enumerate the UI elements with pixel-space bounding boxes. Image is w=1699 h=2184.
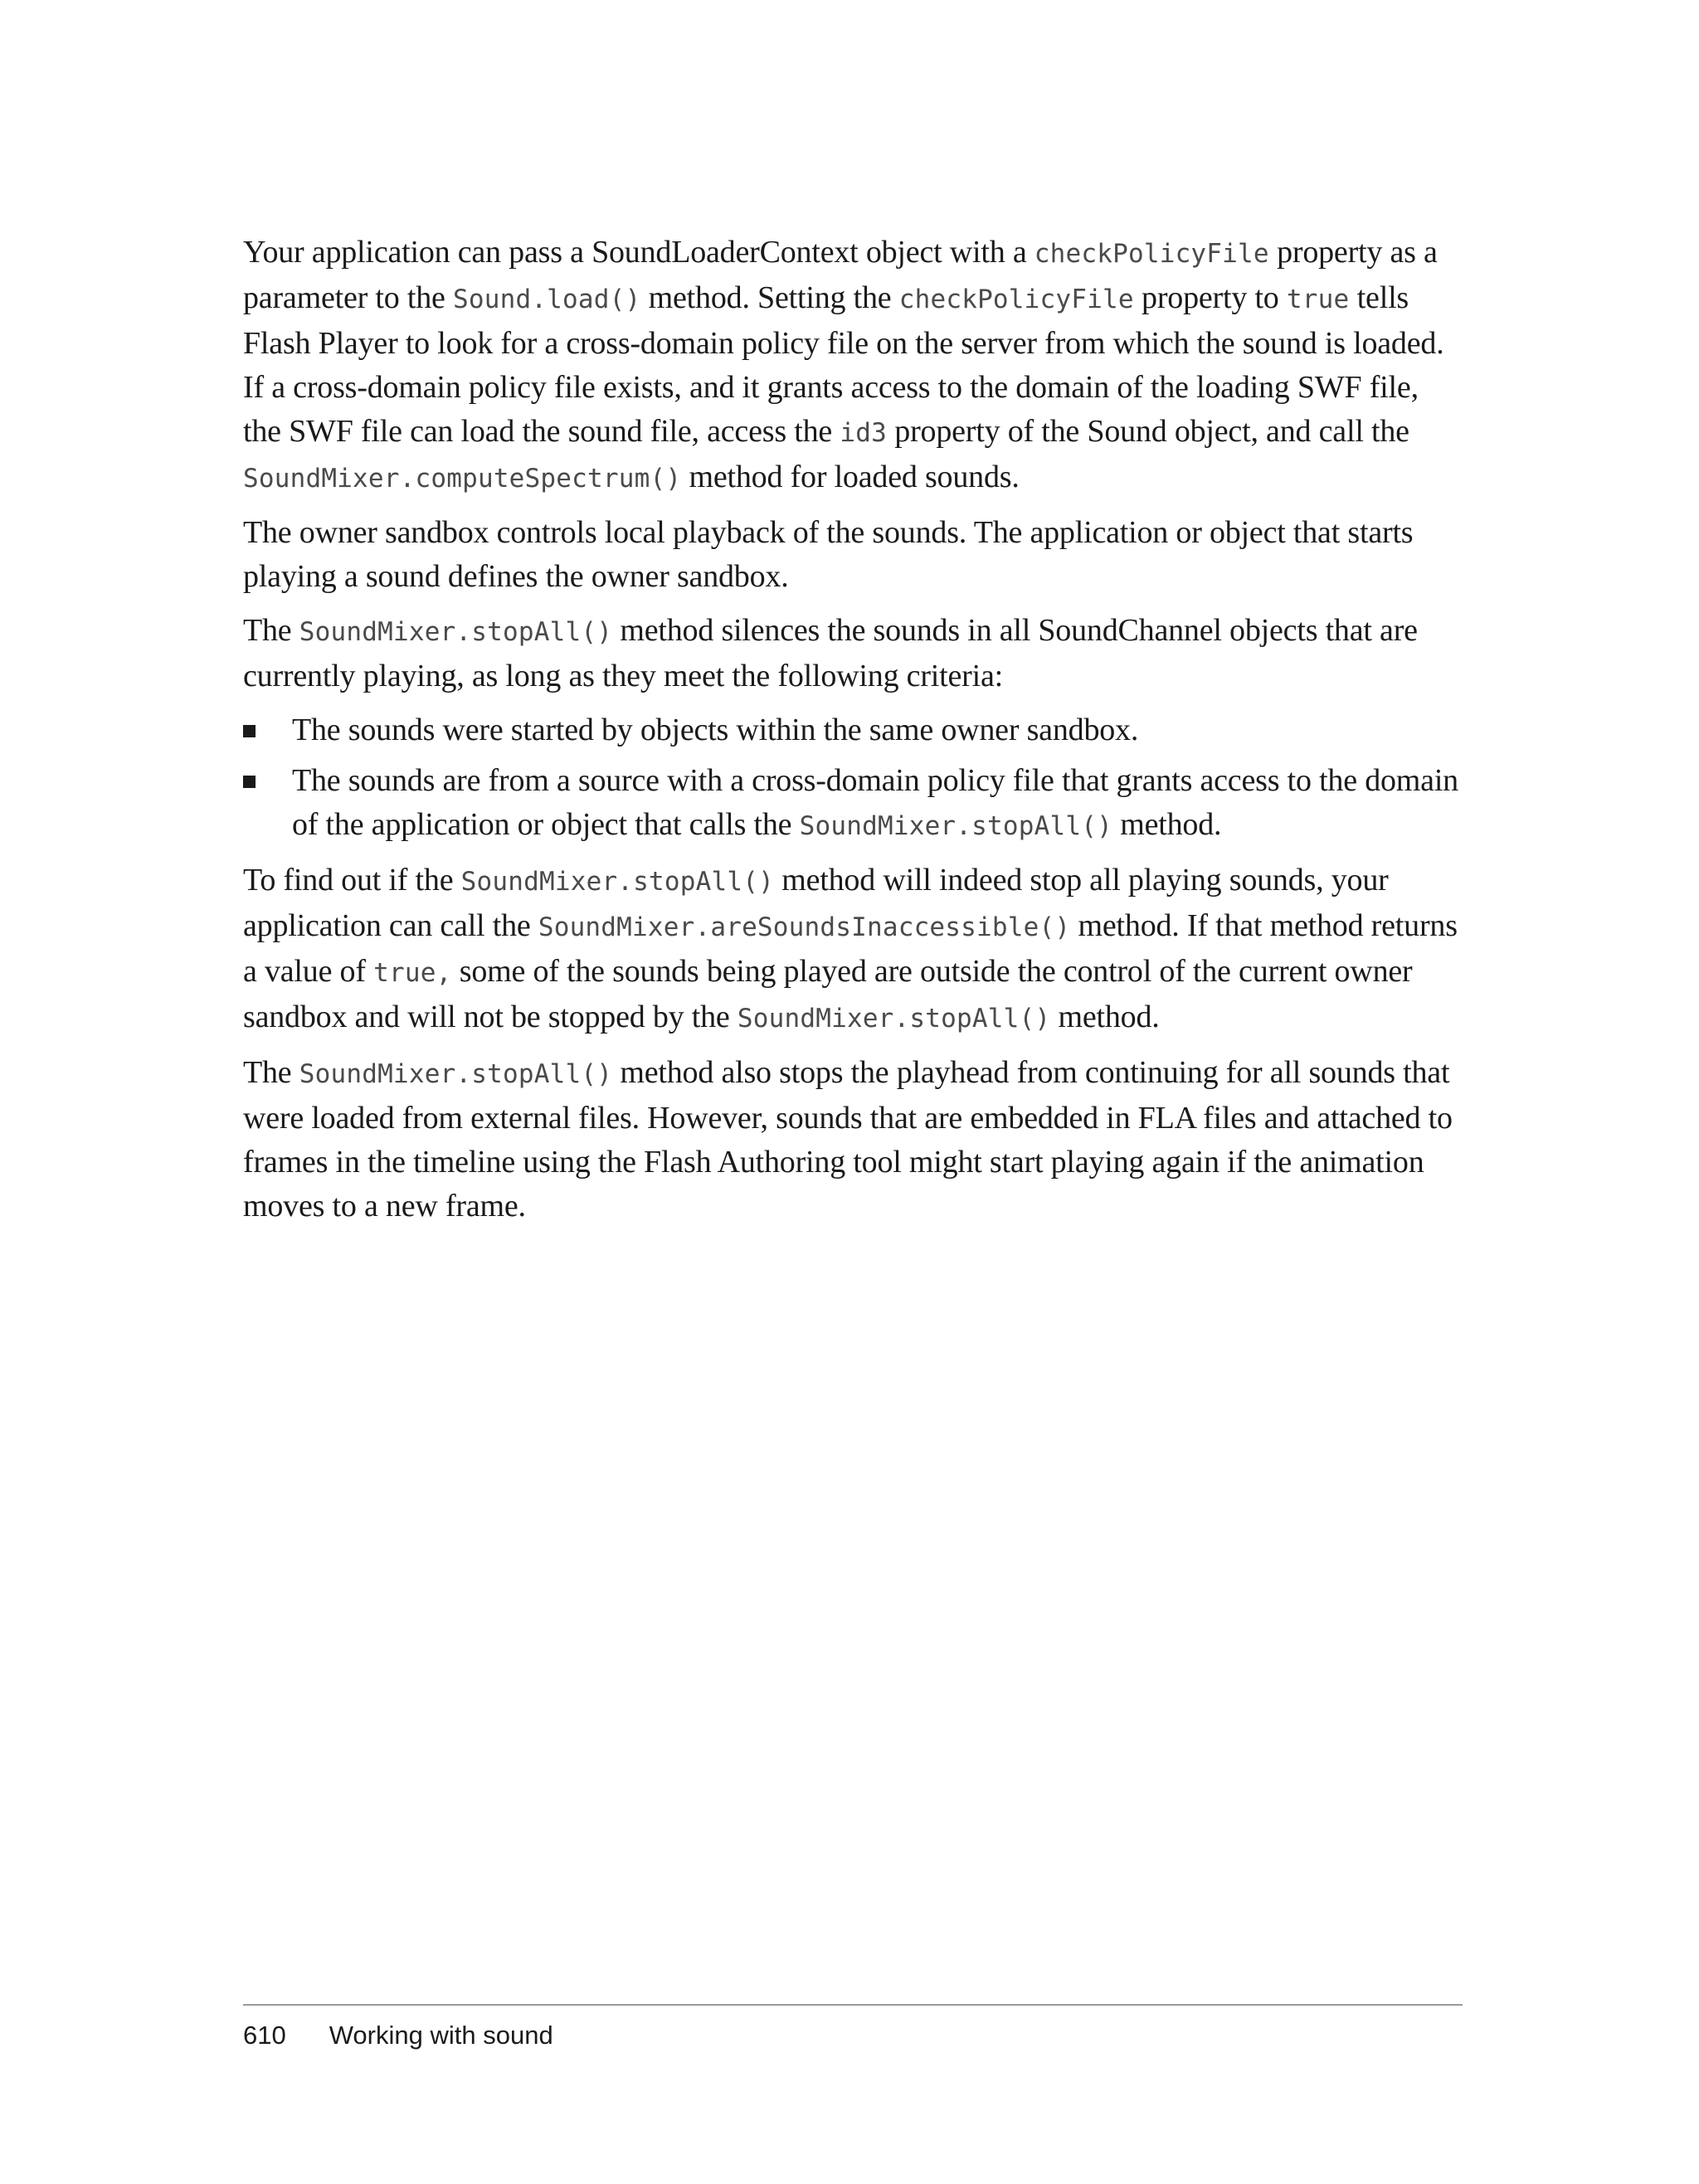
inline-code: SoundMixer.stopAll() — [799, 811, 1112, 841]
text-run: method for loaded sounds. — [681, 460, 1020, 494]
inline-code: checkPolicyFile — [1034, 239, 1269, 269]
section-title: Working with sound — [329, 2021, 553, 2050]
text-run: property as a parameter to the — [243, 235, 1438, 315]
text-run: Your application can pass a SoundLoaderContext object with a — [243, 235, 1034, 270]
text-run: The sounds are from a source with a cross-domain policy file that grants access to the domain of the application or object that calls the — [292, 763, 1458, 842]
text-run: tells Flash Player to look for a cross-domain policy file on the server from which the sound is loaded. If a cross-domain policy file exists, and it grants access to the domain of the loading SWF file, the SWF file can load the sound file, access the — [243, 280, 1444, 449]
text-run: The owner sandbox controls local playback of the sounds. The application or object that starts playing a sound defines the owner sandbox. — [243, 515, 1414, 594]
page-footer — [243, 2021, 553, 2050]
inline-code: SoundMixer.stopAll() — [299, 617, 613, 647]
criteria-bullet-list — [243, 708, 1463, 849]
inline-code: SoundMixer.stopAll() — [737, 1004, 1051, 1034]
inline-code: SoundMixer.stopAll() — [299, 1059, 613, 1089]
text-run: The — [243, 613, 299, 648]
page-body — [243, 231, 1463, 1238]
square-bullet-icon — [243, 725, 256, 737]
paragraphs-after-list — [243, 859, 1463, 1228]
text-run: method silences the sounds in all SoundChannel objects that are currently playing, as long as they meet the following criteria: — [243, 613, 1418, 693]
inline-code: true, — [373, 958, 452, 988]
body-paragraph — [243, 859, 1463, 1041]
text-run: The sounds were started by objects within the same owner sandbox. — [292, 713, 1139, 747]
text-run: method. Setting the — [640, 280, 899, 315]
text-run: some of the sounds being played are outside the control of the current owner sandbox and will not be stopped by the — [243, 954, 1413, 1034]
inline-code: checkPolicyFile — [898, 285, 1134, 314]
inline-code: SoundMixer.computeSpectrum() — [243, 464, 682, 494]
bullet-item — [243, 708, 1463, 752]
inline-code: SoundMixer.areSoundsInaccessible() — [538, 912, 1071, 942]
text-run: method. If that method returns a value of — [243, 908, 1458, 989]
text-run: property of the Sound object, and call the — [886, 414, 1409, 449]
text-run: method. — [1112, 807, 1222, 842]
body-paragraph — [243, 511, 1463, 599]
square-bullet-icon — [243, 776, 256, 788]
text-run: method. — [1050, 1000, 1160, 1034]
text-run: property to — [1133, 280, 1287, 315]
page-number: 610 — [243, 2021, 286, 2050]
text-run: The — [243, 1055, 299, 1090]
paragraphs-before-list — [243, 231, 1463, 698]
text-run: method also stops the playhead from continuing for all sounds that were loaded from external files. However, sounds that are embedded in FLA files and attached to frames in the timeline using the Flash Authoring tool might start playing again if the animation moves to a new frame. — [243, 1055, 1453, 1223]
inline-code: id3 — [840, 418, 887, 448]
inline-code: Sound.load() — [452, 285, 641, 314]
body-paragraph — [243, 1051, 1463, 1228]
body-paragraph — [243, 609, 1463, 698]
body-paragraph — [243, 231, 1463, 501]
inline-code: SoundMixer.stopAll() — [460, 867, 774, 897]
text-run: method will indeed stop all playing sounds, your application can call the — [243, 863, 1389, 943]
text-run: To find out if the — [243, 863, 461, 897]
bullet-item — [243, 759, 1463, 849]
inline-code: true — [1286, 285, 1350, 314]
footer-rule — [243, 2004, 1463, 2006]
